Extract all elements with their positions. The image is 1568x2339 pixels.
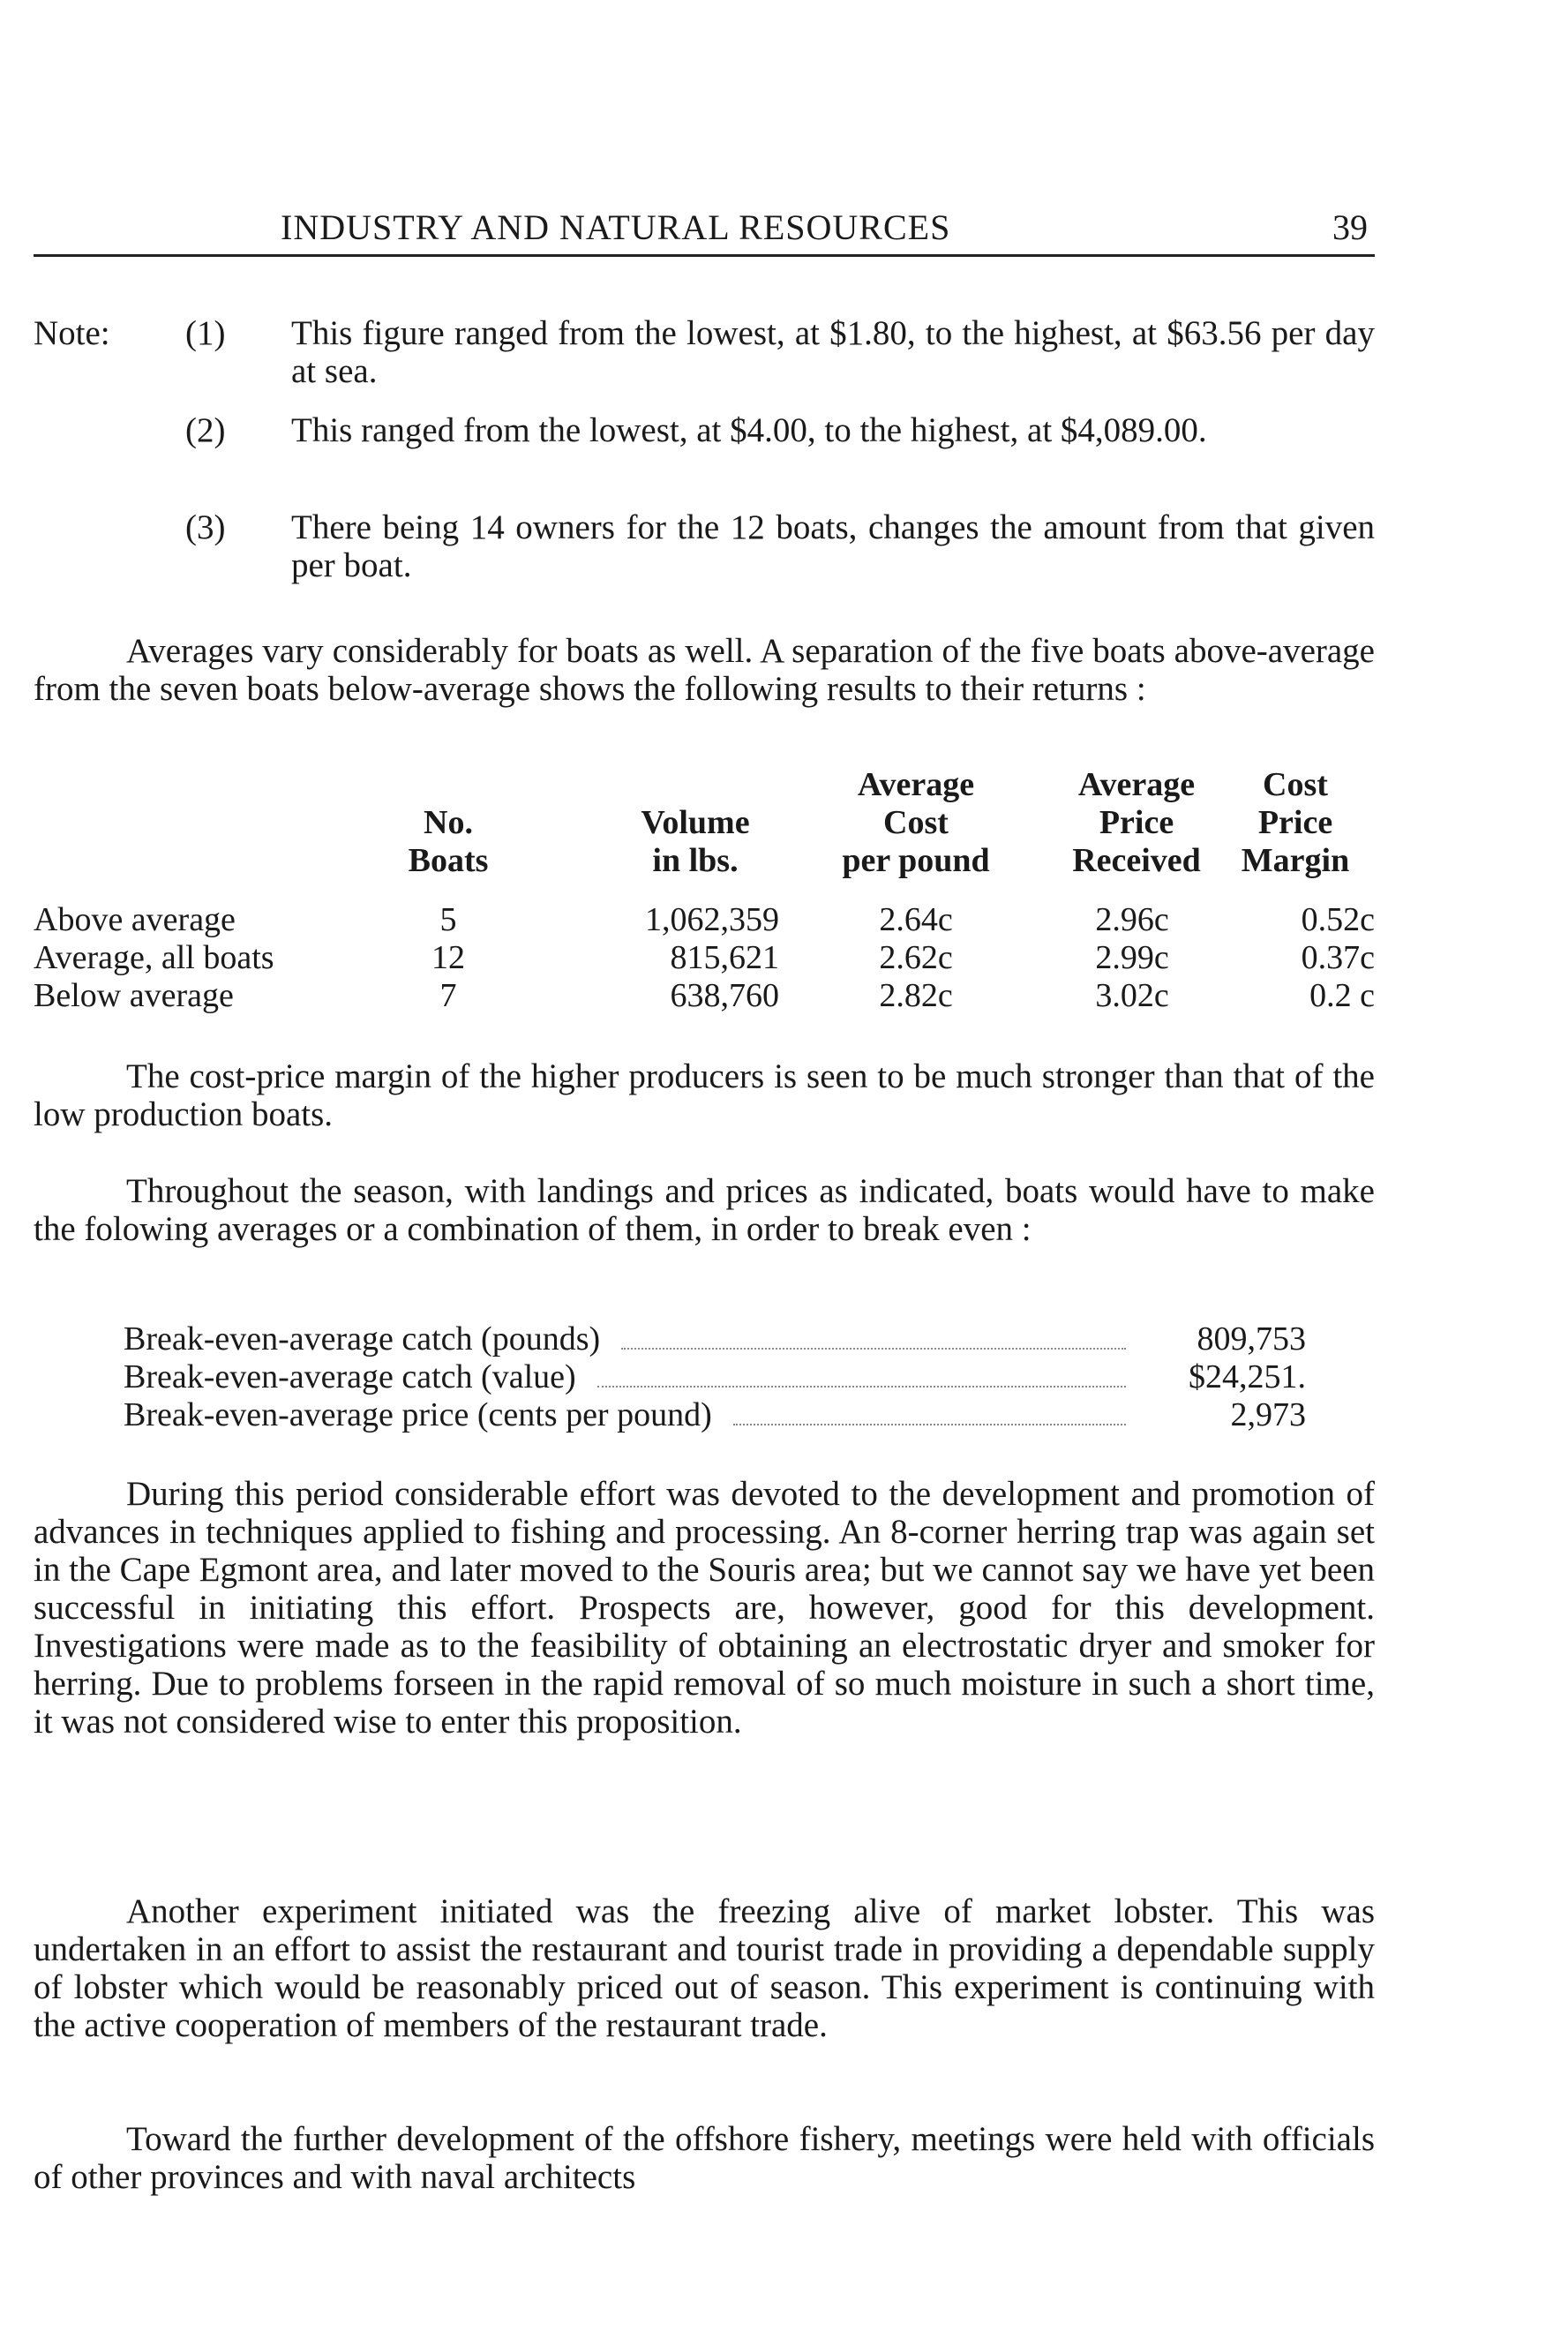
cell-margin: 0.52c xyxy=(1301,901,1375,938)
break-even-list xyxy=(124,1320,1306,1434)
break-even-label: Break-even-average price (cents per pound) xyxy=(124,1396,712,1433)
row-label: Average, all boats xyxy=(34,939,274,976)
header-line: Cost xyxy=(1263,766,1328,803)
header-line: Cost xyxy=(883,804,949,841)
break-even-label: Break-even-average catch (pounds) xyxy=(124,1320,601,1358)
notes-block xyxy=(34,314,1375,605)
cell-volume: 815,621 xyxy=(670,939,779,976)
row-label: Above average xyxy=(34,901,236,938)
table-row xyxy=(34,901,1375,939)
note-text: There being 14 owners for the 12 boats, changes the amount from that given per boat. xyxy=(291,508,1375,584)
table-header-boats xyxy=(400,804,497,880)
note-item xyxy=(34,314,1375,411)
paragraph-averages: Averages vary considerably for boats as well. A separation of the five boats above-average from the seven boats below-average shows the following results to their returns : xyxy=(34,632,1375,708)
dot-leader xyxy=(621,1348,1126,1350)
header-line: Margin xyxy=(1241,842,1350,879)
paragraph-effort: During this period considerable effort was devoted to the development and promotion of advances in techniques applied to fishing and processing. An 8-corner herring trap was again set in the Cape Egmont area, and later moved to the Souris area; but we cannot say we have yet been successful in initiating this effort. Prospects are, however, good for this development. Investigations were made as to the feasibility of obtaining an electrostatic dryer and smoker for herring. Due to problems forseen in the rapid removal of so much moisture in such a short time, it was not considered wise to enter this proposition. xyxy=(34,1475,1375,1741)
note-label: Note: xyxy=(34,314,110,352)
table-header-volume xyxy=(598,804,792,880)
note-text: This ranged from the lowest, at $4.00, to the highest, at $4,089.00. xyxy=(291,411,1207,449)
note-number: (1) xyxy=(185,314,226,352)
cell-margin: 0.37c xyxy=(1301,939,1375,976)
break-even-row xyxy=(124,1396,1306,1434)
cell-margin: 0.2 c xyxy=(1309,977,1375,1014)
cell-cost: 2.64c xyxy=(879,901,953,938)
header-line: No. xyxy=(424,804,473,841)
cell-volume: 1,062,359 xyxy=(645,901,779,938)
break-even-value: $24,251. xyxy=(1189,1358,1306,1395)
break-even-row xyxy=(124,1320,1306,1358)
cell-boats: 7 xyxy=(439,977,457,1014)
paragraph-lobster: Another experiment initiated was the freezing alive of market lobster. This was undertaken in an effort to assist the restaurant and tourist trade in providing a dependable supply of lobster which would be reasonably priced out of season. This experiment is continuing with the active cooperation of members of the restaurant trade. xyxy=(34,1892,1375,2044)
header-line: in lbs. xyxy=(652,842,739,879)
page-number: 39 xyxy=(1332,207,1368,247)
cell-volume: 638,760 xyxy=(670,977,779,1014)
cell-price: 2.96c xyxy=(1095,901,1169,938)
header-line: Average xyxy=(857,766,975,803)
row-label: Below average xyxy=(34,977,234,1014)
dot-leader xyxy=(733,1424,1126,1425)
header-line: Received xyxy=(1072,842,1201,879)
cell-boats: 5 xyxy=(439,901,457,938)
cell-boats: 12 xyxy=(431,939,465,976)
header-line: Price xyxy=(1257,804,1333,841)
dot-leader xyxy=(597,1386,1126,1388)
cell-cost: 2.62c xyxy=(879,939,953,976)
paragraph-season: Throughout the season, with landings and prices as indicated, boats would have to make the folowing averages or a combination of them, in order to break even : xyxy=(34,1172,1375,1248)
running-header xyxy=(34,201,1375,257)
note-number: (2) xyxy=(185,411,226,449)
header-line: Price xyxy=(1099,804,1174,841)
break-even-value: 2,973 xyxy=(1230,1396,1306,1433)
note-item xyxy=(34,508,1375,605)
note-number: (3) xyxy=(185,508,226,546)
break-even-label: Break-even-average catch (value) xyxy=(124,1358,576,1395)
header-line: Boats xyxy=(408,842,489,879)
table-row xyxy=(34,939,1375,977)
table-header-cost xyxy=(792,766,1039,880)
paragraph-margin: The cost-price margin of the higher producers is seen to be much stronger than that of the low production boats. xyxy=(34,1057,1375,1133)
cell-price: 2.99c xyxy=(1095,939,1169,976)
cell-cost: 2.82c xyxy=(879,977,953,1014)
break-even-row xyxy=(124,1358,1306,1396)
table-row xyxy=(34,977,1375,1015)
cell-price: 3.02c xyxy=(1095,977,1169,1014)
header-line: Average xyxy=(1077,766,1196,803)
header-line: per pound xyxy=(842,842,990,879)
table-header-margin xyxy=(1216,766,1375,880)
paragraph-offshore: Toward the further development of the offshore fishery, meetings were held with officials of other provinces and with naval architects xyxy=(34,2120,1375,2196)
note-text: This figure ranged from the lowest, at $1.80, to the highest, at $63.56 per day at sea. xyxy=(291,314,1375,390)
break-even-value: 809,753 xyxy=(1197,1320,1306,1358)
note-item xyxy=(34,411,1375,508)
header-line: Volume xyxy=(641,804,750,841)
running-title: INDUSTRY AND NATURAL RESOURCES xyxy=(281,207,951,247)
